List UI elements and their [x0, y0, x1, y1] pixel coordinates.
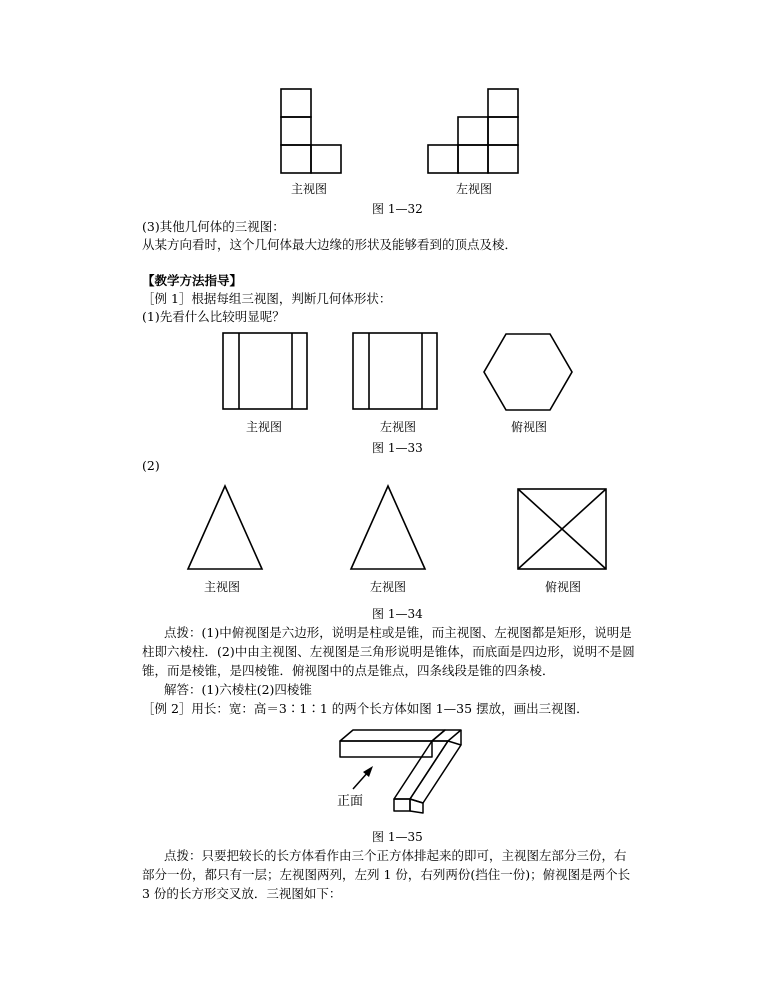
fig34-top-label: 俯视图: [545, 580, 582, 594]
fig35-front-label: 正面: [337, 794, 364, 809]
fig33-top-view-hexagon: [483, 333, 575, 413]
fig34-front-view-triangle: [187, 485, 263, 571]
fig34-left-label: 左视图: [370, 580, 407, 594]
section3-desc: 从某方向看时，这个几何体最大边缘的形状及能够看到的顶点及棱．: [142, 237, 518, 252]
section3-title: (3)其他几何体的三视图：: [142, 219, 285, 234]
fig32-left-label: 左视图: [456, 182, 493, 196]
fig33-left-view: [352, 332, 440, 412]
example1-part2: (2): [142, 458, 160, 473]
method-heading: 【教学方法指导】: [142, 273, 243, 288]
fig33-front-view: [222, 332, 310, 412]
fig34-caption: 图 1—34: [372, 607, 423, 621]
fig33-front-label: 主视图: [246, 420, 283, 434]
hint2-line2: 部分一份，都只有一层；左视图两列，左列 1 份，右列两份(挡住一份)；俯视图是两个长: [142, 867, 631, 882]
hint1-line3: 锥，而是棱锥，是四棱锥．俯视图中的点是锥点，四条线段是锥的四条棱．: [142, 663, 555, 678]
fig34-top-view-square: [517, 488, 609, 572]
example2: ［例 2］用长：宽：高＝3∶1∶1 的两个长方体如图 1—35 摆放，画出三视图．: [142, 701, 589, 716]
fig33-left-label: 左视图: [380, 420, 417, 434]
fig34-front-label: 主视图: [204, 580, 241, 594]
fig33-top-label: 俯视图: [511, 420, 548, 434]
fig32-left-view: [427, 88, 521, 176]
hint1-line2: 柱即六棱柱．(2)中由主视图、左视图是三角形说明是锥体，而底面是四边形，说明不是圆: [142, 644, 635, 659]
fig32-front-view: [280, 88, 344, 176]
fig32-front-label: 主视图: [291, 182, 328, 196]
hint2-line3: 3 份的长方形交叉放．三视图如下：: [142, 886, 342, 901]
fig32-caption: 图 1—32: [372, 202, 423, 216]
fig34-left-view-triangle: [350, 485, 426, 571]
hint2-line1: 点拨：只要把较长的长方体看作由三个正方体排起来的即可，主视图左部分三份，右: [164, 848, 627, 863]
fig35-caption: 图 1—35: [372, 830, 423, 844]
example1-part1: (1)先看什么比较明显呢？: [142, 309, 285, 324]
hint1-line1: 点拨：(1)中俯视图是六边形，说明是柱或是锥，而主视图、左视图都是矩形，说明是: [164, 625, 632, 640]
fig33-caption: 图 1—33: [372, 441, 423, 455]
answer1: 解答：(1)六棱柱(2)四棱锥: [164, 682, 312, 697]
example1-intro: ［例 1］根据每组三视图，判断几何体形状：: [142, 291, 392, 306]
